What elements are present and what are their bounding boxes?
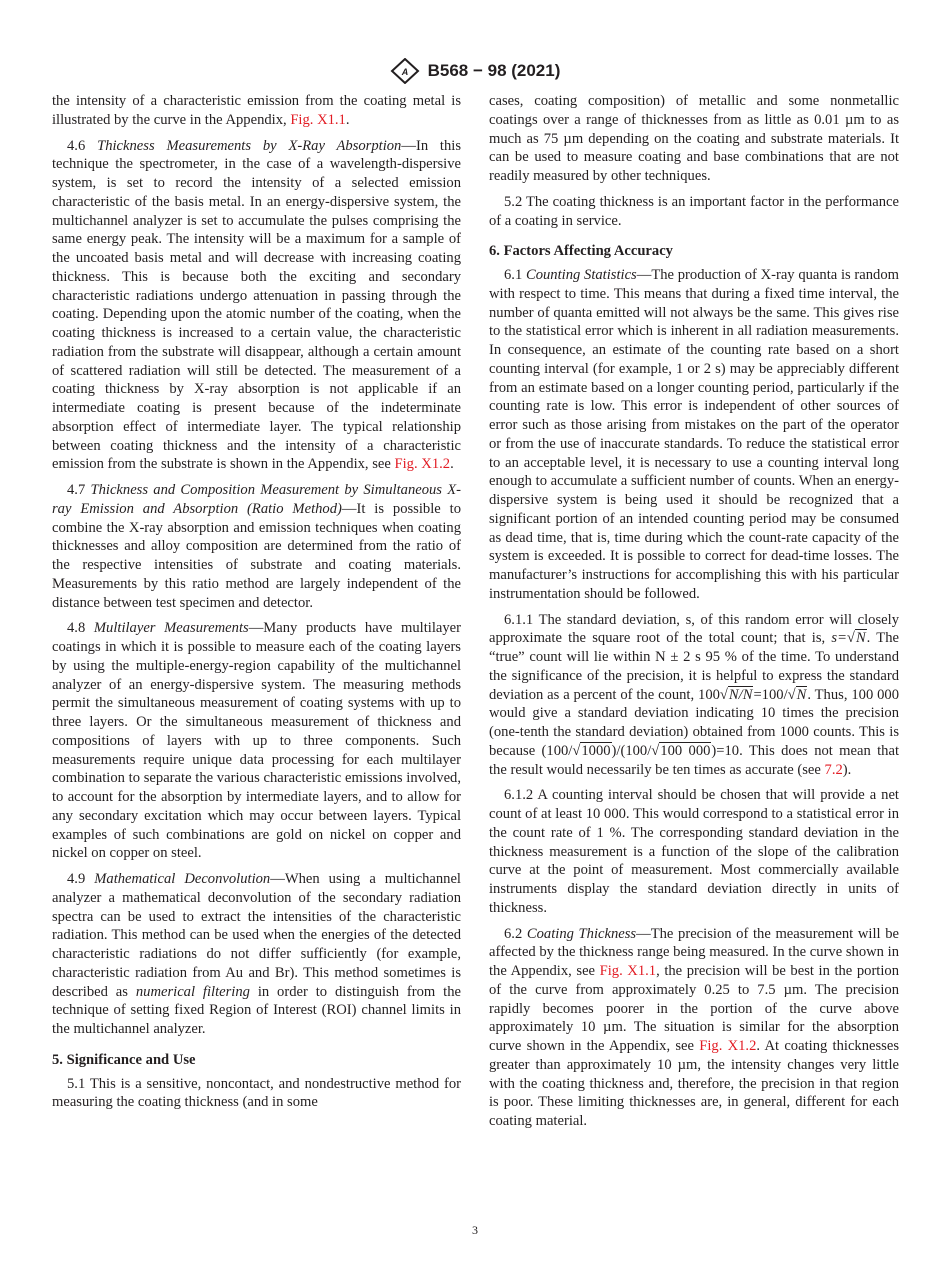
heading-section-5: 5. Significance and Use xyxy=(52,1051,196,1068)
paragraph-intro: the intensity of a characteristic emission from the coating metal is illustrated by the curve in the Appendix, Fig. X1.1. xyxy=(52,93,461,128)
astm-logo-icon xyxy=(390,58,420,84)
section-4-6: 4.6 Thickness Measurements by X-Ray Absorption—In this technique the spectrometer, in the case of a wavelength-dispersive system, is set to record the intensity of a selected emission characteristic of the basis metal. In an energy-dispersive system, the multichannel analyzer is set to accumulate the pulses comprising the same energy peak. The intensity will be a maximum for a sample of the uncoated basis metal and will decrease with increasing coating thickness. This is because both the exciting and secondary characteristic radiations undergo attenuation in passing through the coating. Depending upon the atomic number of the coating, when the coating thickness is increased to a certain value, the characteristic radiation from the substrate will disappear, although a certain amount of scattered radiation will still be detected. The measurement of a coating thickness by X-ray absorption is not applicable if an intermediate coating is present because of the indeterminate absorption effect of intermediate layer. The typical relationship between coating thickness and the intensity of a characteristic emission from the substrate is shown in the Appendix, see Fig. X1.2. xyxy=(52,137,462,473)
fig-x1-2-link[interactable]: Fig. X1.2 xyxy=(699,1038,757,1054)
equation-percent: 100√N/N=100/√N xyxy=(698,686,807,703)
section-5-1: 5.1 This is a sensitive, noncontact, and nondestructive method for measuring the coating thickness (and in some xyxy=(52,1075,461,1111)
svg-text:A: A xyxy=(401,67,408,77)
section-4-8: 4.8 Multilayer Measurements—Many products have multilayer coatings in which it is possible to measure each of the coating layers by using the multiple-energy-region capability of the multichannel analyzer of an energy-dispersive system. The measuring methods permit the simultaneous measurement of coating systems with up to three layers. Or the simultaneous measurement of thickness and compositions of layers with up to three components. Such measurements require unique data processing for each multilayer combination to separate the various characteristic emissions involved, to account for the absorption by intermediate layers, and to allow for any secondary excitation which may occur between layers. Typical examples of such combinations are gold on nickel on copper and nickel on copper on steel. xyxy=(52,620,462,862)
section-6-1-1: 6.1.1 The standard deviation, s, of this random error will closely approximate the square root of the total count; that is, s=√N. The “true” count will lie within N ± 2 s 95 % of the time. To understand the significance of the precision, it is helpful to express the standard deviation as a percent of the count, 100√N/N=100/√N. Thus, 100 000 would give a standard deviation indicating 10 times the precision (one-tenth the standard deviation) obtained from 1000 counts. This is because (100/√1000)/(100/√100 000)=10. This does not mean that the result would necessarily be ten times as accurate (see 7.2). xyxy=(489,611,899,778)
fig-x1-2-link[interactable]: Fig. X1.2 xyxy=(394,456,451,473)
section-4-7: 4.7 Thickness and Composition Measurement by Simultaneous X-ray Emission and Absorption (Ratio Method)—It is possible to combine the X-ray absorption and emission techniques when coating thicknesses and alloy composition are determined from the ratio of the respective intensities of substrate and coating materials. Measurements by this ratio method are largely independent of the distance between test specimen and detector. xyxy=(52,482,461,611)
section-7-2-link[interactable]: 7.2 xyxy=(824,761,843,778)
heading-section-6: 6. Factors Affecting Accuracy xyxy=(489,243,673,260)
fig-x1-1-link[interactable]: Fig. X1.1 xyxy=(290,111,346,128)
section-5-1-continued: cases, coating composition) of metallic and some nonmetallic coatings over a range of thicknesses from as little as 0.01 µm to as much as 75 µm depending on the coating and substrate materials. It can be used to measure coating and base combinations that are not readily measured by other techniques. xyxy=(489,93,899,184)
section-6-1-2: 6.1.2 A counting interval should be chosen that will provide a net count of at least 10 000. This would correspond to a statistical error in the count rate of 1 %. The corresponding standard deviation in the thickness measurement is a function of the slope of the calibration curve at the point of measurement. Most commercially available instruments display the standard deviation directly in units of thickness. xyxy=(489,787,899,916)
left-column xyxy=(52,92,461,1119)
right-column xyxy=(489,92,899,1138)
section-5-2: 5.2 The coating thickness is an important factor in the performance of a coating in service. xyxy=(489,193,899,229)
section-6-1: 6.1 Counting Statistics—The production of X-ray quanta is random with respect to time. This means that during a fixed time interval, the number of quanta emitted will not always be the same. This gives rise to the statistical error which is inherent in all radiation measurements. In consequence, an estimate of the counting rate based on a short counting interval (for example, 1 or 2 s) may be appreciably different from an estimate based on a longer counting period, particularly if the counting rate is low. This error is independent of other sources of error such as those arising from mistakes on the part of the operator or from the use of inaccurate standards. To reduce the statistical error to an acceptable level, it is necessary to use a counting interval long enough to accumulate a sufficient number of counts. When an energy-dispersive system is being used it should be recognized that a significant portion of an intended counting period may be consumed as dead time, that is, time during which the count-rate capacity of the system is exceeded. It is possible to correct for dead-time losses. The manufacturer’s instructions for accomplishing this with his particular instrumentation should be followed. xyxy=(489,267,899,602)
document-designation: B568 − 98 (2021) xyxy=(427,61,561,80)
equation-ratio: (100/√1000)/(100/√100 000)=10 xyxy=(541,742,740,759)
page-header xyxy=(0,56,950,86)
fig-x1-1-link[interactable]: Fig. X1.1 xyxy=(599,963,657,979)
equation-s-sqrt-n: s=√N xyxy=(831,630,866,647)
page-number: 3 xyxy=(472,1223,478,1237)
section-6-2: 6.2 Coating Thickness—The precision of the measurement will be affected by the thickness range being measured. In the curve shown in the Appendix, see Fig. X1.1, the precision will be best in the portion of the curve from approximately 0.25 to 7.5 µm. The precision rapidly becomes poorer in the portion of the curve above approximately 10 µm. The situation is similar for the absorption curve shown in the Appendix, see Fig. X1.2. At coating thicknesses greater than approximately 10 µm, the intensity changes very little with the coating thickness and, therefore, the precision in that region is poor. These limiting thicknesses are, in general, different for each coating material. xyxy=(489,925,900,1129)
section-4-9: 4.9 Mathematical Deconvolution—When using a multichannel analyzer a mathematical deconvolution of the secondary radiation spectra can be used to extract the intensities of the characteristic radiation. This method can be used when the energies of the detected characteristic radiations do not differ sufficiently (for example, characteristic radiation from Au and Br). This method sometimes is described as numerical filtering in order to distinguish from the technique of setting fixed Region of Interest (ROI) channel limits in the multichannel analyzer. xyxy=(52,871,461,1037)
